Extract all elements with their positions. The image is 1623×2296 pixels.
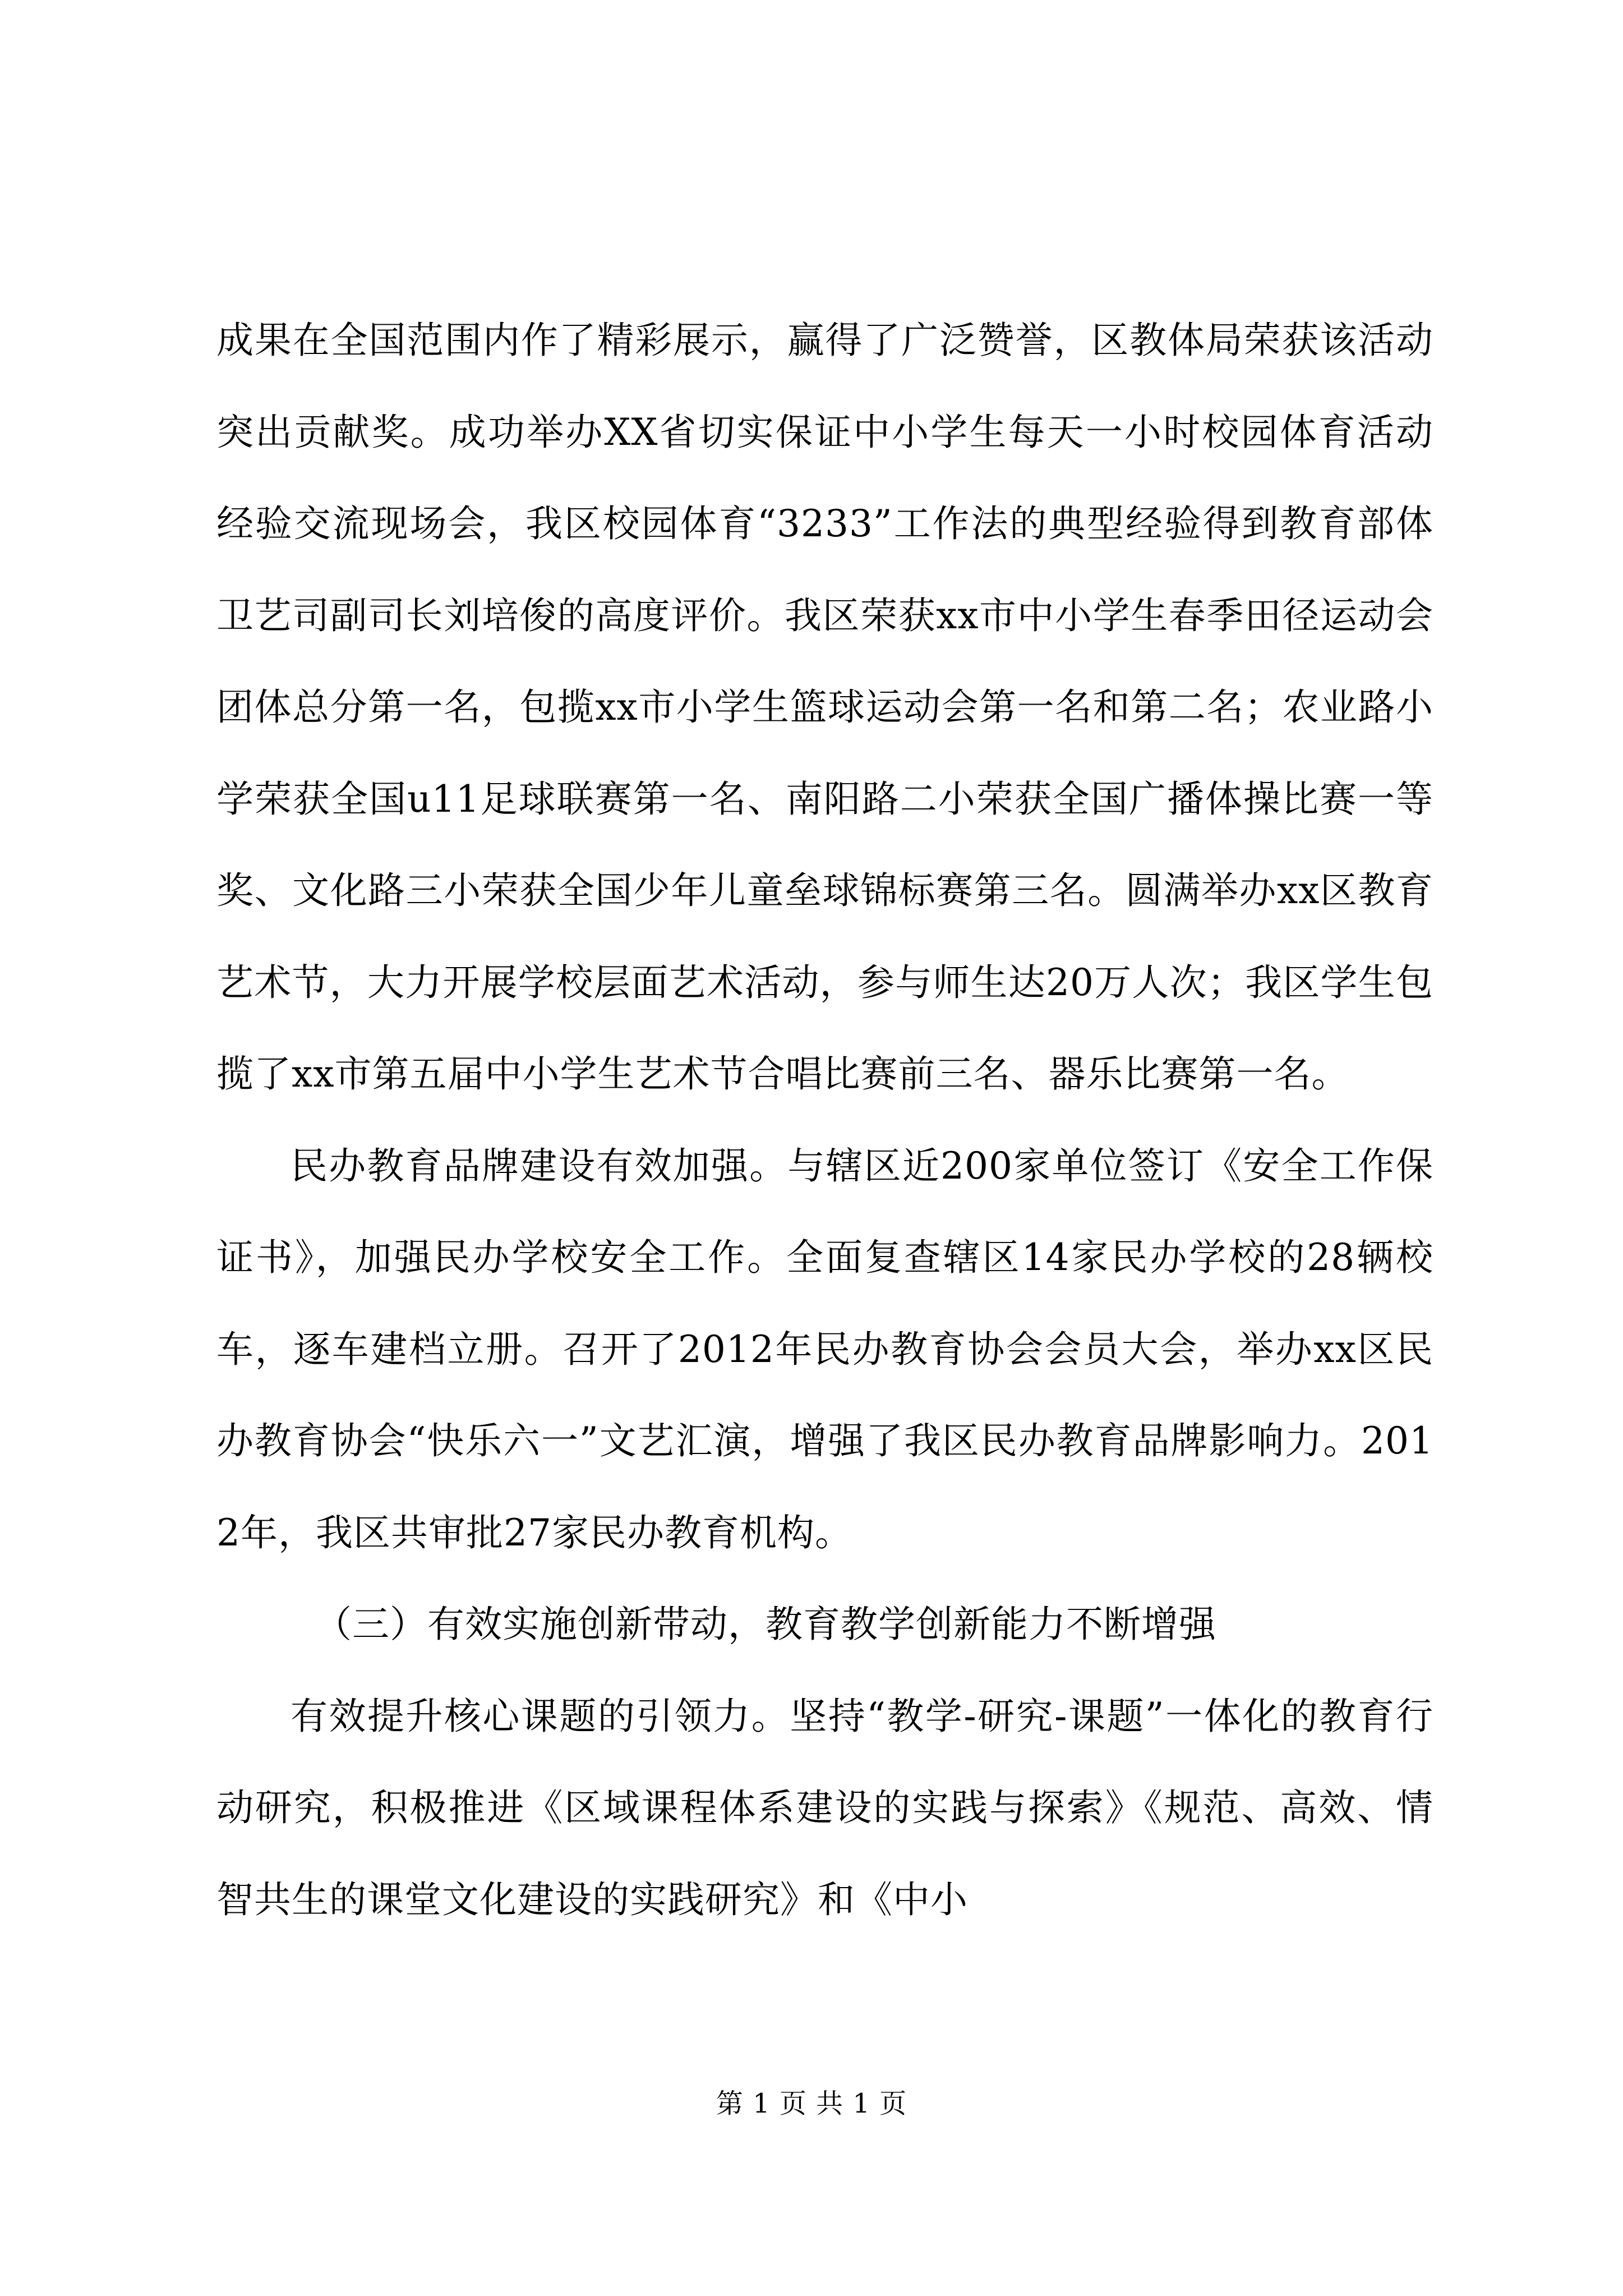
page-footer: 第 1 页 共 1 页 [716, 2088, 907, 2119]
paragraph-sports-arts-achievements: 成果在全国范围内作了精彩展示，赢得了广泛赞誉，区教体局荣获该活动突出贡献奖。成功举办XX省切实保证中小学生每天一小时校园体育活动经验交流现场会，我区校园体育“3233”工作法的典型经验得到教育部体卫艺司副司长刘培俊的高度评价。我区荣获xx市中小学生春季田径运动会团体总分第一名，包揽xx市小学生篮球运动会第一名和第二名；农业路小学荣获全国u11足球联赛第一名、南阳路二小荣获全国广播体操比赛一等奖、文化路三小荣获全国少年儿童垒球锦标赛第三名。圆满举办xx区教育艺术节，大力开展学校层面艺术活动，参与师生达20万人次；我区学生包揽了xx市第五届中小学生艺术节合唱比赛前三名、器乐比赛第一名。 [216, 319, 1433, 1096]
paragraph-core-research: 有效提升核心课题的引领力。坚持“教学-研究-课题”一体化的教育行动研究，积极推进《区域课程体系建设的实践与探索》《规范、高效、情智共生的课堂文化建设的实践研究》和《中小 [216, 1694, 1433, 1921]
paragraph-private-education: 民办教育品牌建设有效加强。与辖区近200家单位签订《安全工作保证书》，加强民办学校安全工作。全面复查辖区14家民办学校的28辆校车，逐车建档立册。召开了2012年民办教育协会会员大会，举办xx区民办教育协会“快乐六一”文艺汇演，增强了我区民办教育品牌影响力。2012年，我区共审批27家民办教育机构。 [216, 1144, 1433, 1554]
section-heading-innovation: （三）有效实施创新带动，教育教学创新能力不断增强 [315, 1603, 1216, 1646]
document-body [216, 295, 1433, 1945]
